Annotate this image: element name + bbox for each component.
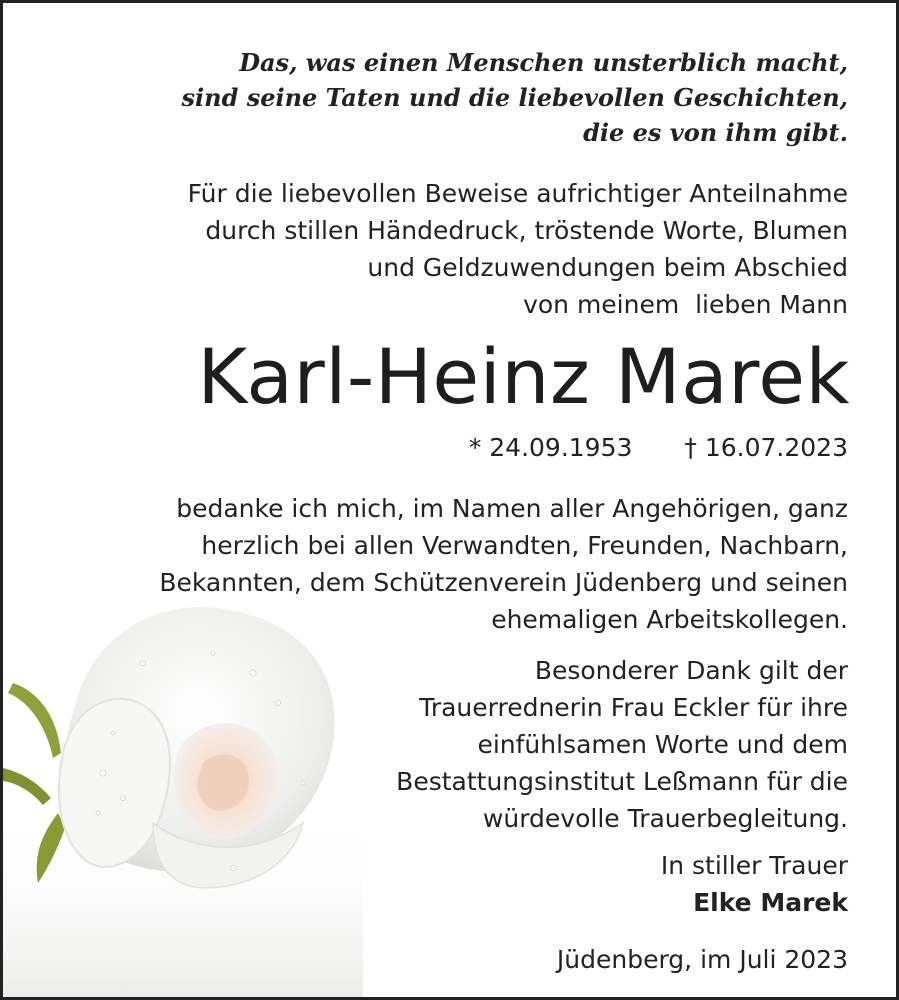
memorial-quote: [181, 45, 848, 150]
intro-line: und Geldzuwendungen beim Abschied: [367, 253, 848, 282]
birth-date: * 24.09.1953: [468, 433, 633, 462]
thanks-line: ehemaligen Arbeitskollegen.: [491, 605, 848, 634]
life-dates: [469, 431, 848, 465]
special-line: würdevolle Trauerbegleitung.: [482, 804, 848, 833]
place-date: Jüdenberg, im Juli 2023: [556, 945, 848, 974]
intro-line: durch stillen Händedruck, tröstende Worte, Blumen: [205, 216, 848, 245]
special-line: Trauerrednerin Frau Eckler für ihre: [419, 693, 848, 722]
thanks-line: herzlich bei allen Verwandten, Freunden, Nachbarn,: [201, 531, 848, 560]
mourning-label: In stiller Trauer: [660, 851, 848, 880]
deceased-name: Karl-Heinz Marek: [197, 332, 850, 421]
intro-text: [188, 175, 848, 323]
signer-name: Elke Marek: [693, 888, 848, 917]
quote-line: Das, was einen Menschen unsterblich macht,: [239, 48, 848, 77]
white-rose-image: [3, 583, 363, 1000]
special-thanks-text: [396, 652, 848, 837]
special-line: Bestattungsinstitut Leßmann für die: [396, 767, 848, 796]
death-date: † 16.07.2023: [684, 433, 848, 462]
intro-line: von meinem lieben Mann: [523, 290, 848, 319]
quote-line: sind seine Taten und die liebevollen Geschichten,: [181, 83, 848, 112]
thanks-text: [159, 490, 848, 638]
special-line: Besonderer Dank gilt der: [534, 656, 848, 685]
thanks-line: bedanke ich mich, im Namen aller Angehörigen, ganz: [176, 494, 848, 523]
mourning-signature: [661, 847, 848, 921]
thanks-line: Bekannten, dem Schützenverein Jüdenberg und seinen: [159, 568, 848, 597]
intro-line: Für die liebevollen Beweise aufrichtiger Anteilnahme: [187, 179, 848, 208]
quote-line: die es von ihm gibt.: [583, 118, 848, 147]
special-line: einfühlsamen Worte und dem: [477, 730, 848, 759]
